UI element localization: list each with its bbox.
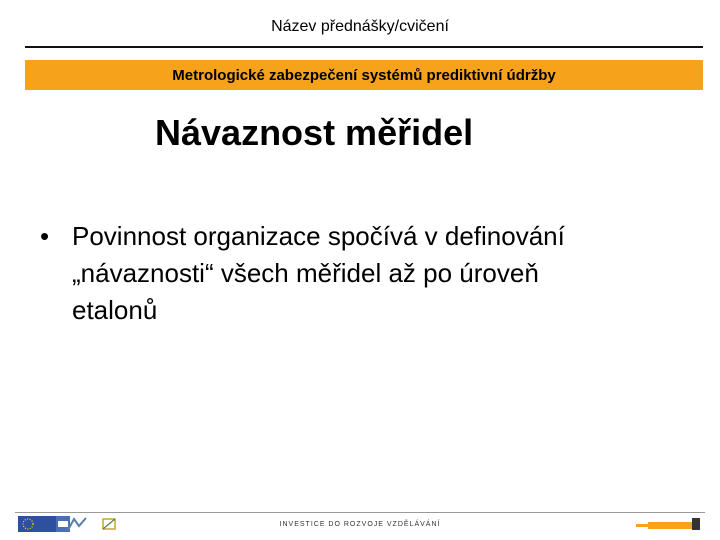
footer-text: INVESTICE DO ROZVOJE VZDĚLÁVÁNÍ	[279, 521, 441, 528]
subtitle-bar	[25, 60, 703, 90]
bullet-marker: •	[40, 221, 50, 251]
header-divider	[25, 46, 703, 48]
bullet-line: „návaznosti“ všech měřidel až po úroveň	[72, 258, 539, 288]
bullet-line: Povinnost organizace spočívá v definování	[72, 221, 565, 251]
slide-title: Návaznost měřidel	[155, 112, 474, 153]
partner-logo	[636, 516, 702, 532]
bullet-line: etalonů	[72, 295, 158, 325]
footer-divider	[15, 512, 705, 513]
subtitle-text: Metrologické zabezpečení systémů prediktivní údržby	[172, 66, 556, 84]
lecture-title: Název přednášky/cvičení	[271, 18, 449, 35]
bullet-text	[72, 218, 692, 329]
